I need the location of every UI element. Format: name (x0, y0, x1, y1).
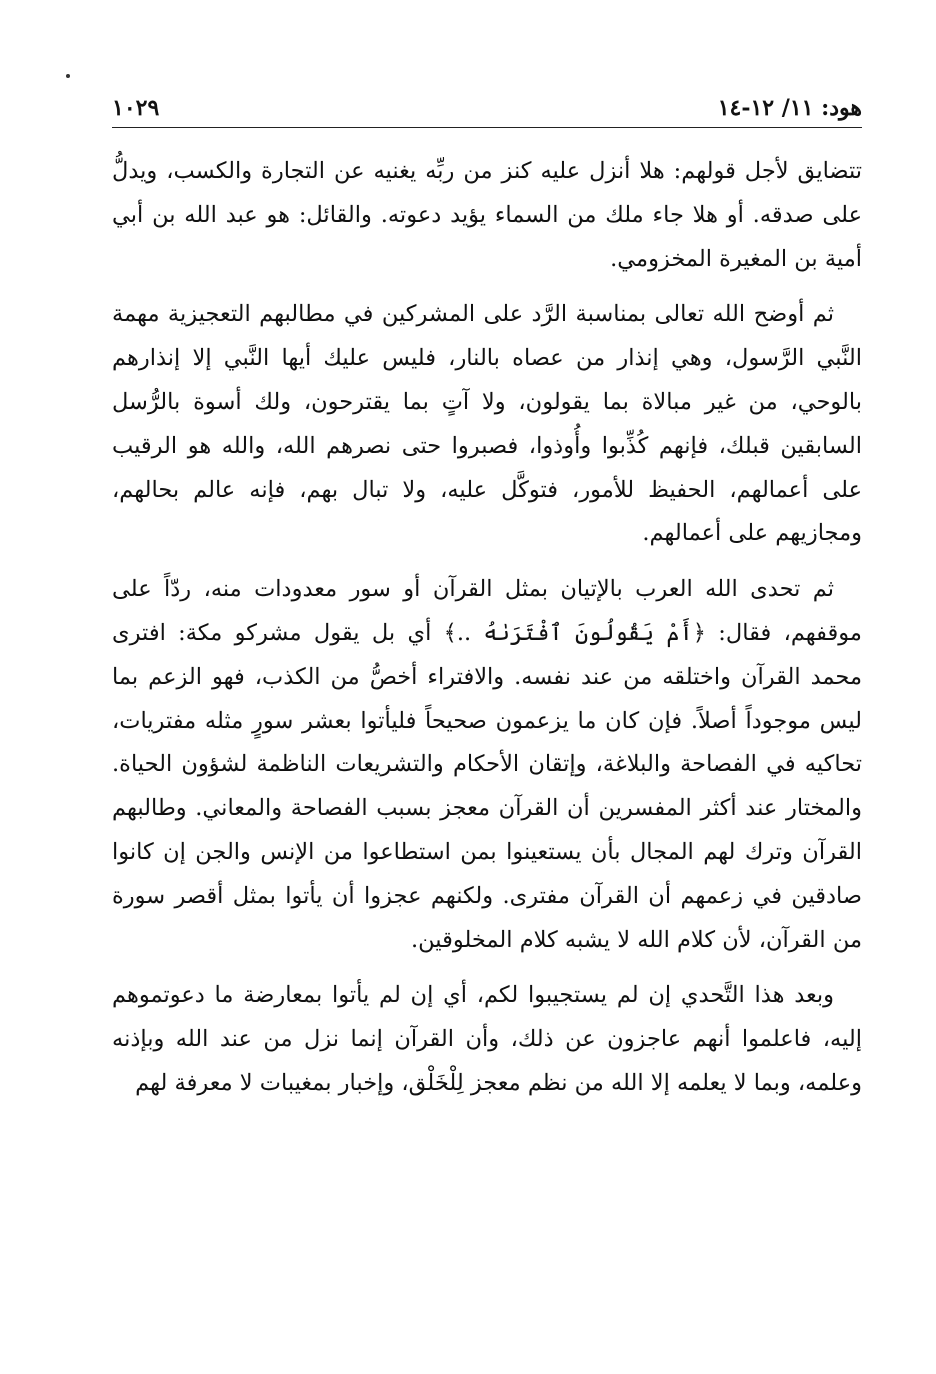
paragraph-4: وبعد هذا التَّحدي إن لم يستجيبوا لكم، أي إن لم يأتوا بمعارضة ما دعوتموهم إليه، فاعلموا أنهم عاجزون عن ذلك، وأن القرآن إنما نزل من عند الله وبإذنه وعلمه، وبما لا يعلمه إلا الله من نظم معجز لِلْخَلْق، وإخبار بمغيبات لا معرفة لهم (112, 982, 862, 1096)
paragraph-3-intro: ثم تحدى الله العرب بالإتيان بمثل القرآن أو سور معدودات منه، ردّاً على موقفهم، فقال: (112, 576, 862, 646)
paragraph-2: ثم أوضح الله تعالى بمناسبة الرَّد على المشركين في مطالبهم التعجيزية مهمة النَّبي الرَّسول، وهي إنذار من عصاه بالنار، فليس عليك أيها النَّبي إلا إنذارهم بالوحي، من غير مبالاة بما يقولون، ولا آتٍ بما يقترحون، ولك أسوة بالرُّسل السابقين قبلك، فإنهم كُذِّبوا وأُوذوا، فصبروا حتى نصرهم الله، والله هو الرقيب على أعمالهم، الحفيظ للأمور، فتوكَّل عليه، ولا تبال بهم، فإنه عالم بحالهم، ومجازيهم على أعمالهم. (112, 301, 862, 547)
paragraph-1: تتضايق لأجل قولهم: هلا أنزل عليه كنز من ربِّه يغنيه عن التجارة والكسب، ويدلُّ على صدقه. أو هلا جاء ملك من السماء يؤيد دعوته. والقائل: هو عبد الله بن أبي أمية بن المغيرة المخزومي. (112, 158, 862, 272)
page-number: ١٠٢٩ (112, 95, 160, 121)
paragraph-3 (112, 568, 862, 962)
stray-dot-mark (66, 74, 70, 78)
paragraph-3-commentary: أي بل يقول مشركو مكة: افترى محمد القرآن واختلقه من عند نفسه. والافتراء أخصُّ من الكذب، فهو الزعم بما ليس موجوداً أصلاً. فإن كان ما يزعمون صحيحاً فليأتوا بعشر سورٍ مثله مفتريات، تحاكيه في الفصاحة والبلاغة، وإتقان الأحكام والتشريعات الناظمة لشؤون الحياة. والمختار عند أكثر المفسرين أن القرآن معجز بسبب الفصاحة والمعاني. وطالبهم القرآن وترك لهم المجال بأن يستعينوا بمن استطاعوا من الإنس والجن إن كانوا صادقين في زعمهم أن القرآن مفترى. ولكنهم عجزوا أن يأتوا بمثل أقصر سورة من القرآن، لأن كلام الله لا يشبه كلام المخلوقين. (112, 619, 862, 953)
surah-reference: هود: ١١/ ١٢-١٤ (717, 95, 862, 121)
page-header (112, 88, 862, 128)
page-body (112, 150, 862, 1106)
book-page (112, 88, 862, 1268)
quran-verse: ﴿أَمْ يَقُولُونَ ٱفْتَرَىٰهُ ..﴾ (443, 619, 706, 646)
